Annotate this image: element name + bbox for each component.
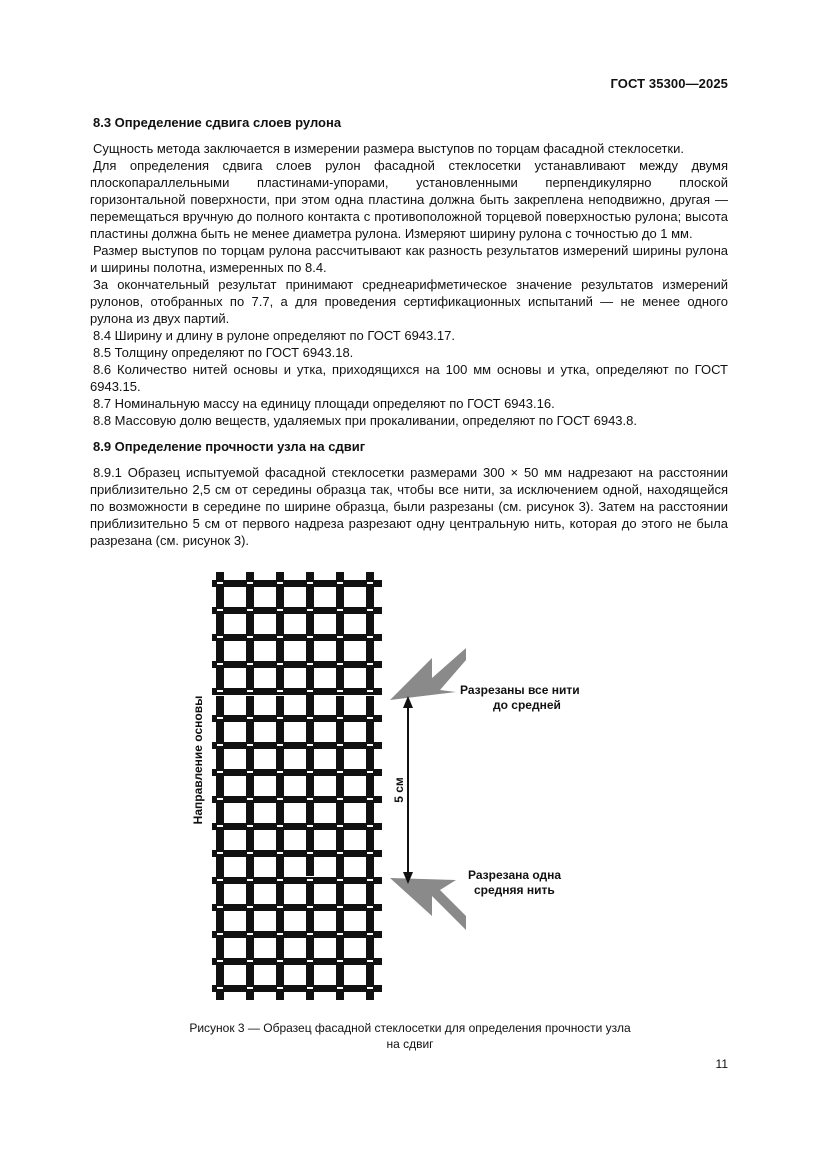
knot-marker xyxy=(367,879,373,881)
knot-marker xyxy=(337,582,343,584)
knot-marker xyxy=(247,582,253,584)
knot-marker xyxy=(217,987,223,989)
knot-marker xyxy=(367,663,373,665)
knot-marker xyxy=(337,825,343,827)
warp-thread xyxy=(216,696,224,1000)
weft-thread xyxy=(212,823,382,830)
knot-marker xyxy=(337,636,343,638)
weft-thread xyxy=(212,715,382,722)
knot-marker xyxy=(307,690,313,692)
list-item: 8.8 Массовую долю веществ, удаляемых при прокаливании, определяют по ГОСТ 6943.8. xyxy=(93,413,637,428)
knot-marker xyxy=(337,933,343,935)
knot-marker xyxy=(307,933,313,935)
callout-bottom-line-2: средняя нить xyxy=(474,883,555,897)
warp-thread xyxy=(336,572,344,688)
section-heading-8-3: 8.3 Определение сдвига слоев рулона xyxy=(93,115,342,130)
section-heading-8-9: 8.9 Определение прочности узла на сдвиг xyxy=(93,439,366,454)
knot-marker xyxy=(337,663,343,665)
paragraph: За окончательный результат принимают среднеарифметическое значение результатов измерений рулонов, отобранных по 7.7, а для проведения сертификационных испытаний — не менее одного рулона из двух партий. xyxy=(90,277,728,326)
knot-marker xyxy=(367,798,373,800)
knot-marker xyxy=(337,744,343,746)
knot-marker xyxy=(337,906,343,908)
knot-marker xyxy=(307,663,313,665)
knot-marker xyxy=(277,636,283,638)
knot-marker xyxy=(367,717,373,719)
knot-marker xyxy=(247,636,253,638)
paragraph: Сущность метода заключается в измерении размера выступов по торцам фасадной стеклосетки. xyxy=(93,141,684,156)
weft-thread xyxy=(212,796,382,803)
knot-marker xyxy=(217,771,223,773)
knot-marker xyxy=(217,663,223,665)
weft-thread xyxy=(212,931,382,938)
figure-caption-line-2: на сдвиг xyxy=(386,1037,434,1051)
mesh-figure xyxy=(150,560,650,1030)
knot-marker xyxy=(367,825,373,827)
paragraph: Для определения сдвига слоев рулон фасадной стеклосетки устанавливают между двумя плоскопараллельными пластинами-упорами, установленными перпендикулярно плоской горизонтальной поверхности, при этом одна пластина должна быть закреплена неподвижно, другая — перемещаться вручную до полного контакта с противоположной торцевой поверхностью рулона; высота пластины должна быть не менее диаметра рулона. Измеряют ширину рулона с точностью до 1 мм. xyxy=(90,158,728,241)
knot-marker xyxy=(337,879,343,881)
paragraph: Размер выступов по торцам рулона рассчитывают как разность результатов измерений ширины рулона и ширины полотна, измеренных по 8.4. xyxy=(90,243,728,275)
knot-marker xyxy=(277,987,283,989)
page-number: 11 xyxy=(715,1057,728,1071)
knot-marker xyxy=(307,987,313,989)
knot-marker xyxy=(277,879,283,881)
knot-marker xyxy=(307,960,313,962)
knot-marker xyxy=(367,690,373,692)
callout-top-line-2: до средней xyxy=(493,698,561,712)
knot-marker xyxy=(307,825,313,827)
knot-marker xyxy=(277,852,283,854)
knot-marker xyxy=(337,771,343,773)
warp-thread xyxy=(366,572,374,688)
knot-marker xyxy=(247,852,253,854)
knot-marker xyxy=(277,798,283,800)
glass-mesh-sample xyxy=(212,572,382,1000)
weft-thread xyxy=(212,580,382,587)
knot-marker xyxy=(247,825,253,827)
knot-marker xyxy=(247,717,253,719)
figure-caption-line-1: Рисунок 3 — Образец фасадной стеклосетки для определения прочности узла xyxy=(189,1021,631,1035)
knot-marker xyxy=(217,825,223,827)
knot-marker xyxy=(277,960,283,962)
knot-marker xyxy=(247,879,253,881)
warp-thread xyxy=(246,572,254,688)
knot-marker xyxy=(217,690,223,692)
list-item: 8.4 Ширину и длину в рулоне определяют по ГОСТ 6943.17. xyxy=(93,328,455,343)
knot-marker xyxy=(277,933,283,935)
knot-marker xyxy=(247,987,253,989)
knot-marker xyxy=(247,933,253,935)
knot-marker xyxy=(217,744,223,746)
knot-marker xyxy=(367,636,373,638)
warp-thread xyxy=(276,696,284,1000)
knot-marker xyxy=(367,609,373,611)
knot-marker xyxy=(307,609,313,611)
knot-marker xyxy=(277,825,283,827)
knot-marker xyxy=(307,852,313,854)
weft-thread xyxy=(212,904,382,911)
weft-thread xyxy=(212,661,382,668)
knot-marker xyxy=(247,690,253,692)
figure-3 xyxy=(150,560,650,1030)
knot-marker xyxy=(277,582,283,584)
knot-marker xyxy=(367,933,373,935)
warp-thread xyxy=(306,884,314,1000)
knot-marker xyxy=(337,717,343,719)
knot-marker xyxy=(307,636,313,638)
knot-marker xyxy=(337,690,343,692)
list-item: 8.6 Количество нитей основы и утка, приходящихся на 100 мм основы и утка, определяют по ГОСТ 6943.15. xyxy=(90,362,728,394)
weft-thread xyxy=(212,985,382,992)
paragraph: 8.9.1 Образец испытуемой фасадной стеклосетки размерами 300 × 50 мм надрезают на расстоянии приблизительно 2,5 см от середины образца так, чтобы все нити, за исключением одной, находящейся по возможности в середине по ширине образца, были разрезаны (см. рисунок 3). Затем на расстоянии приблизительно 5 см от первого надреза разрезают одну центральную нить, которая до этого не была разрезана (см. рисунок 3). xyxy=(90,465,728,548)
knot-marker xyxy=(217,879,223,881)
knot-marker xyxy=(277,771,283,773)
knot-marker xyxy=(277,744,283,746)
knot-marker xyxy=(247,663,253,665)
knot-marker xyxy=(217,933,223,935)
knot-marker xyxy=(307,906,313,908)
weft-thread xyxy=(212,958,382,965)
knot-marker xyxy=(217,636,223,638)
warp-thread xyxy=(366,696,374,1000)
arrow-top xyxy=(390,648,466,700)
warp-thread xyxy=(306,572,314,876)
knot-marker xyxy=(337,960,343,962)
knot-marker xyxy=(247,798,253,800)
knot-marker xyxy=(277,906,283,908)
knot-marker xyxy=(247,744,253,746)
knot-marker xyxy=(277,609,283,611)
document-body xyxy=(90,114,728,549)
knot-marker xyxy=(217,960,223,962)
knot-marker xyxy=(367,960,373,962)
weft-thread xyxy=(212,634,382,641)
figure-caption xyxy=(120,1020,700,1052)
knot-marker xyxy=(277,663,283,665)
knot-marker xyxy=(367,987,373,989)
knot-marker xyxy=(277,690,283,692)
knot-marker xyxy=(367,906,373,908)
knot-marker xyxy=(217,609,223,611)
knot-marker xyxy=(217,798,223,800)
weft-thread xyxy=(212,742,382,749)
knot-marker xyxy=(307,879,313,881)
weft-thread xyxy=(212,769,382,776)
knot-marker xyxy=(307,744,313,746)
knot-marker xyxy=(337,987,343,989)
knot-marker xyxy=(217,582,223,584)
weft-thread xyxy=(212,688,382,695)
knot-marker xyxy=(337,609,343,611)
warp-direction-label: Направление основы xyxy=(191,695,205,825)
list-item: 8.5 Толщину определяют по ГОСТ 6943.18. xyxy=(93,345,354,360)
knot-marker xyxy=(307,582,313,584)
arrow-bottom xyxy=(390,878,466,930)
warp-thread xyxy=(246,696,254,1000)
knot-marker xyxy=(307,717,313,719)
knot-marker xyxy=(307,771,313,773)
knot-marker xyxy=(367,582,373,584)
warp-thread xyxy=(216,572,224,688)
distance-label: 5 см xyxy=(392,777,406,803)
weft-thread xyxy=(212,607,382,614)
warp-thread xyxy=(336,696,344,1000)
knot-marker xyxy=(247,960,253,962)
knot-marker xyxy=(337,798,343,800)
knot-marker xyxy=(247,771,253,773)
knot-marker xyxy=(307,798,313,800)
knot-marker xyxy=(247,609,253,611)
knot-marker xyxy=(247,906,253,908)
warp-thread xyxy=(276,572,284,688)
callout-top-line-1: Разрезаны все нити xyxy=(460,683,580,697)
knot-marker xyxy=(367,771,373,773)
document-code: ГОСТ 35300—2025 xyxy=(610,76,728,91)
weft-thread xyxy=(212,850,382,857)
knot-marker xyxy=(367,744,373,746)
knot-marker xyxy=(337,852,343,854)
knot-marker xyxy=(217,717,223,719)
knot-marker xyxy=(217,906,223,908)
callout-bottom-line-1: Разрезана одна xyxy=(468,868,562,882)
weft-thread xyxy=(212,877,382,884)
knot-marker xyxy=(217,852,223,854)
knot-marker xyxy=(277,717,283,719)
knot-marker xyxy=(367,852,373,854)
list-item: 8.7 Номинальную массу на единицу площади определяют по ГОСТ 6943.16. xyxy=(93,396,555,411)
